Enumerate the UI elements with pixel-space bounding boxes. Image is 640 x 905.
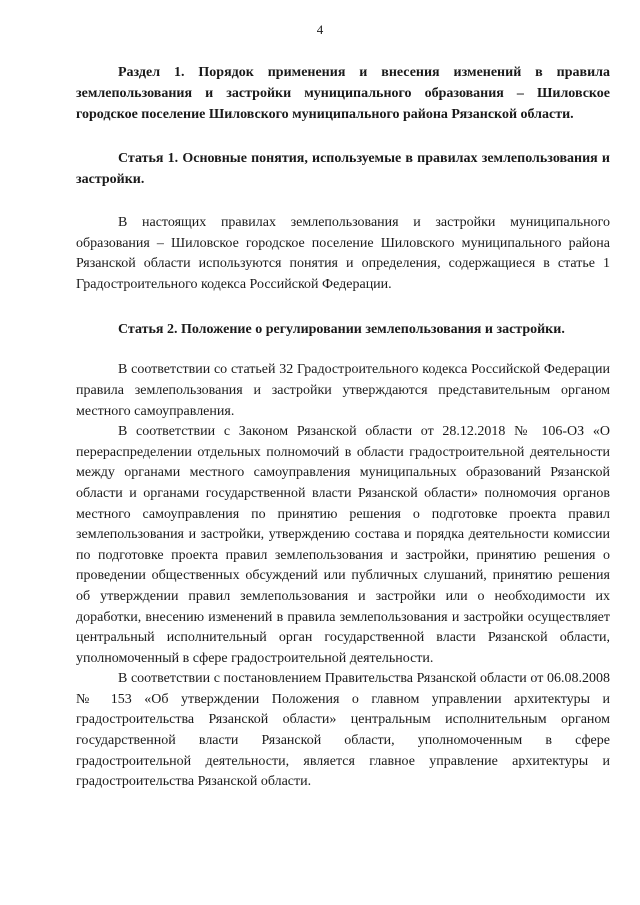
section-title: Раздел 1. Порядок применения и внесения изменений в правила землепользования и застройки муниципального образования – Шиловское городское поселение Шиловского муниципального района Рязанской области. [76,65,610,122]
article-2-paragraph-1: В соответствии со статьей 32 Градостроительного кодекса Российской Федерации правила землепользования и застройки утверждаются представительным органом местного самоуправления. [76,362,610,419]
page-number: 4 [316,22,324,37]
article-2-paragraph-3: В соответствии с постановлением Правительства Рязанской области от 06.08.2008 № 153 «Об утверждении Положения о главном управлении архитектуры и градостроительства Рязанской области» центральным исполнительным органом государственной власти Рязанской области, уполномоченным в сфере градостроительной деятельности, является главное управление архитектуры и градостроительства Рязанской области. [76,671,610,790]
article-1-paragraph: В настоящих правилах землепользования и застройки муниципального образования – Шиловское городское поселение Шиловского муниципального района Рязанской области используются понятия и определения, содержащиеся в статье 1 Градостроительного кодекса Российской Федерации. [76,215,610,292]
article-1-title: Статья 1. Основные понятия, используемые в правилах землепользования и застройки. [76,151,610,187]
article-2-paragraph-2: В соответствии с Законом Рязанской области от 28.12.2018 № 106-ОЗ «О перераспределении отдельных полномочий в области градостроительной деятельности между органами местного самоуправления муниципальных образований Рязанской области и органами государственной власти Рязанской области» полномочия органов местного самоуправления по принятию решения о подготовке проекта правил землепользования и застройки, утверждению состава и порядка деятельности комиссии по подготовке проекта правил землепользования и застройки, принятию решения о проведении общественных обсуждений или публичных слушаний, принятию решения об утверждении правил землепользования и застройки или о необходимости их доработки, внесению изменений в правила землепользования и застройки осуществляет центральный исполнительный орган государственной власти Рязанской области, уполномоченный в сфере градостроительной деятельности. [76,424,610,666]
page-content [76,62,610,793]
article-2-title: Статья 2. Положение о регулировании землепользования и застройки. [118,322,565,338]
